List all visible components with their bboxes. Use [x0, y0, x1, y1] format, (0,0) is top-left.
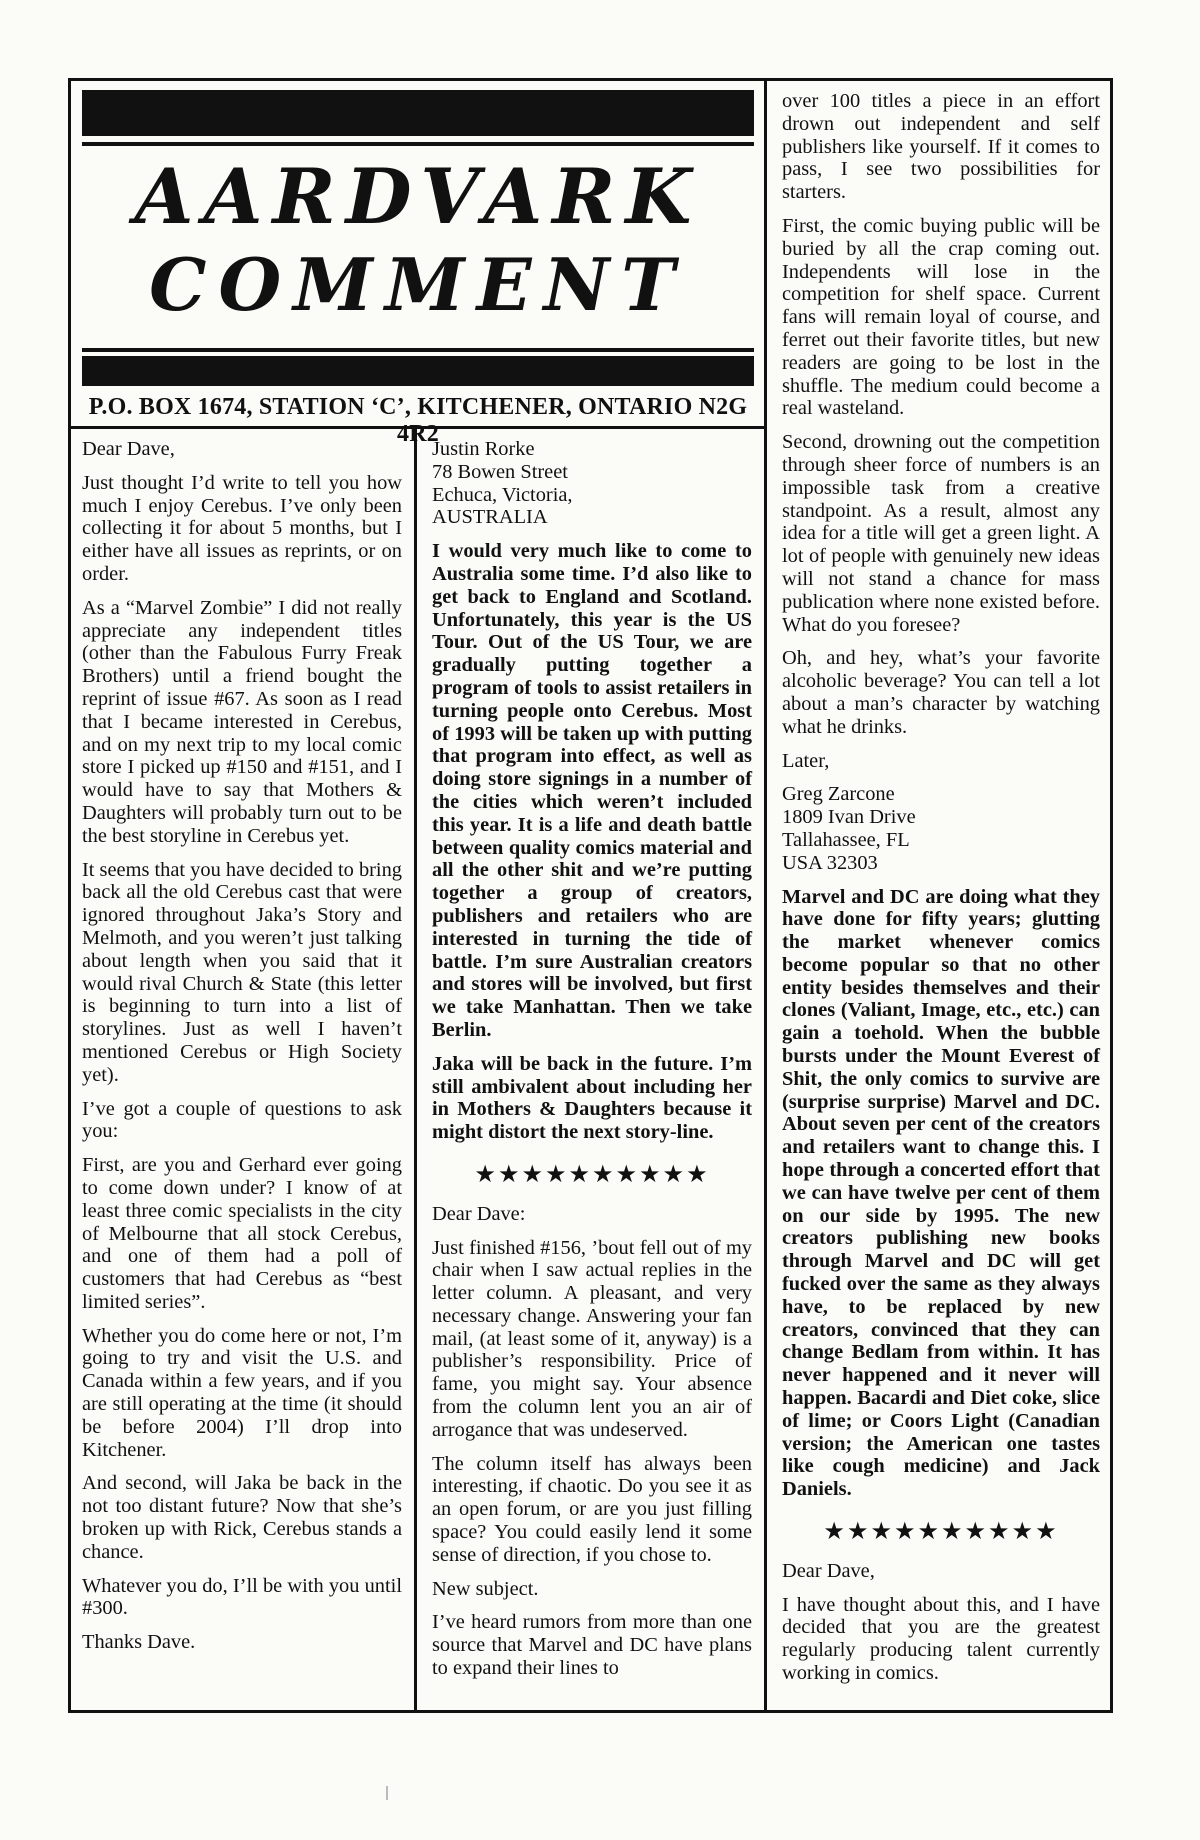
column-divider-left — [414, 429, 417, 1713]
signature-line: Echuca, Victoria, — [432, 483, 573, 506]
letter-paragraph: And second, will Jaka be back in the not too distant future? Now that she’s broken up with Rick, Cerebus stands a chance. — [82, 1472, 402, 1563]
letter-paragraph: As a “Marvel Zombie” I did not really appreciate any independent titles (other than the Fabulous Furry Freak Brothers) until a friend bought the reprint of issue #67. As soon as I read that I became interested in Cerebus, and on my next trip to my local comic store I picked up #150 and #151, and I would have to say that Mothers & Daughters will probably turn out to be the best storyline in Cerebus yet. — [82, 596, 402, 847]
editor-reply: Jaka will be back in the future. I’m still ambivalent about including her in Mothers & Daughters because it might distort the next story-line. — [432, 1052, 752, 1144]
letter-salutation: Dear Dave: — [432, 1202, 526, 1225]
letter-paragraph: Second, drowning out the competition through sheer force of numbers is an impossible task from a creative standpoint. As a result, almost any idea for a title will get a green light. A lot of people with genuinely new ideas will not stand a chance for mass publication where none existed before. What do you foresee? — [782, 431, 1100, 636]
signature-line: Greg Zarcone — [782, 783, 895, 806]
letter-paragraph: Whether you do come here or not, I’m going to try and visit the U.S. and Canada within a few years, and if you are still operating at the time (it should be before 2004) I’ll drop into Kitchener. — [82, 1324, 402, 1461]
letter-paragraph: New subject. — [432, 1577, 539, 1600]
letter-paragraph: I have thought about this, and I have decided that you are the greatest regularly producing talent currently working in comics. — [782, 1593, 1100, 1684]
letter-paragraph: Oh, and hey, what’s your favorite alcoholic beverage? You can tell a lot about a man’s character by watching what he drinks. — [782, 647, 1100, 738]
masthead-top-rule — [82, 142, 754, 146]
letter-salutation: Dear Dave, — [782, 1559, 875, 1582]
masthead-bottom-bar — [82, 356, 754, 386]
masthead — [82, 90, 754, 447]
signature-line: 78 Bowen Street — [432, 460, 568, 483]
signature-line: AUSTRALIA — [432, 506, 548, 529]
letter-paragraph: Whatever you do, I’ll be with you until #300. — [82, 1574, 402, 1620]
star-divider: ★★★★★★★★★★ — [474, 1161, 710, 1188]
letter-paragraph: First, the comic buying public will be buried by all the crap coming out. Independents will lose in the competition for shelf space. Current fans will remain loyal of course, and ferret out their favorite titles, but new readers are going to be lost in the shuffle. The medium could become a real wasteland. — [782, 214, 1100, 420]
signature-line: 1809 Ivan Drive — [782, 806, 916, 829]
signature-line: USA 32303 — [782, 851, 878, 874]
letter-signoff: Thanks Dave. — [82, 1631, 196, 1654]
letter-paragraph: over 100 titles a piece in an effort drown out independent and self publishers like yourself. If it comes to pass, I see two possibilities for starters. — [782, 90, 1100, 204]
letter-signoff: Later, — [782, 749, 830, 772]
paper-mark — [386, 1786, 388, 1800]
column-two — [432, 438, 752, 1691]
signature-line: Tallahassee, FL — [782, 828, 910, 851]
editor-reply: I would very much like to come to Australia some time. I’d also like to get back to England and Scotland. Unfortunately, this year is the US Tour. Out of the US Tour, we are gradually putting together a program of tools to assist retailers in turning people onto Cerebus. Most of 1993 will be taken up with putting that program into effect, as well as doing store signings in a number of the cities which weren’t included this year. It is a life and death battle between quality comics material and all the other shit and we’re putting together a group of creators, publishers and retailers who are interested in turning the tide of battle. I’m sure Australian creators and stores will be involved, but first we take Manhattan. Then we take Berlin. — [432, 540, 752, 1041]
column-divider-right — [764, 78, 767, 1713]
letter-paragraph: I’ve got a couple of questions to ask you: — [82, 1097, 402, 1143]
letter-salutation: Dear Dave, — [82, 438, 175, 460]
mailing-address: P.O. BOX 1674, STATION ‘C’, KITCHENER, ONTARIO N2G 4R2 — [88, 394, 748, 447]
letter-paragraph: The column itself has always been interesting, if chaotic. Do you see it as an open forum, or are you just filling space? You could easily lend it some sense of direction, if you chose to. — [432, 1452, 752, 1566]
signature-line: Justin Rorke — [432, 438, 535, 460]
column-one — [82, 438, 402, 1665]
letter-paragraph: Just finished #156, ’bout fell out of my chair when I saw actual replies in the letter column. A pleasant, and very necessary change. Answering your fan mail, (at least some of it, anyway) is a publisher’s responsibility. Price of fame, you might say. Your absence from the column lent you an air of arrogance that was undeserved. — [432, 1236, 752, 1441]
masthead-title-aardvark: AARDVARK — [134, 152, 702, 241]
column-three — [782, 90, 1100, 1696]
letter-paragraph: Just thought I’d write to tell you how much I enjoy Cerebus. I’ve only been collecting it for about 5 months, but I either have all issues as reprints, or on order. — [82, 471, 402, 585]
masthead-top-bar — [82, 90, 754, 136]
letter-paragraph: It seems that you have decided to bring back all the old Cerebus cast that were ignored throughout Jaka’s Story and Melmoth, and you weren’t just talking about length when you said that it would rival Church & State (this letter is beginning to turn into a list of storylines. Just as well I haven’t mentioned Cerebus or High Society yet). — [82, 858, 402, 1086]
masthead-title-comment: COMMENT — [149, 242, 687, 327]
letter-paragraph: I’ve heard rumors from more than one source that Marvel and DC have plans to expand their lines to — [432, 1611, 752, 1680]
editor-reply: Marvel and DC are doing what they have done for fifty years; glutting the market whenever comics become popular so that no other entity besides themselves and their clones (Valiant, Image, etc., etc.) can gain a toehold. When the bubble bursts under the Mount Everest of Shit, the only comics to survive are (surprise surprise) Marvel and DC. About seven per cent of the creators and retailers want to change this. I hope through a concerted effort that we can have twelve per cent of them on our side by 1995. The new creators publishing new books through Marvel and DC will get fucked over the same as they always have, to be replaced by new creators, convinced that they can change Bedlam from within. It has never happened and it never will happen. Bacardi and Diet coke, slice of lime; or Coors Light (Canadian version; the American one tastes like cough medicine) and Jack Daniels. — [782, 885, 1100, 1501]
letter-paragraph: First, are you and Gerhard ever going to come down under? I know of at least three comic specialists in the city of Melbourne that all stock Cerebus, and one of them had a poll of customers that had Cerebus as “best limited series”. — [82, 1154, 402, 1313]
star-divider: ★★★★★★★★★★ — [823, 1519, 1059, 1546]
masthead-bottom-thin-rule — [82, 348, 754, 352]
